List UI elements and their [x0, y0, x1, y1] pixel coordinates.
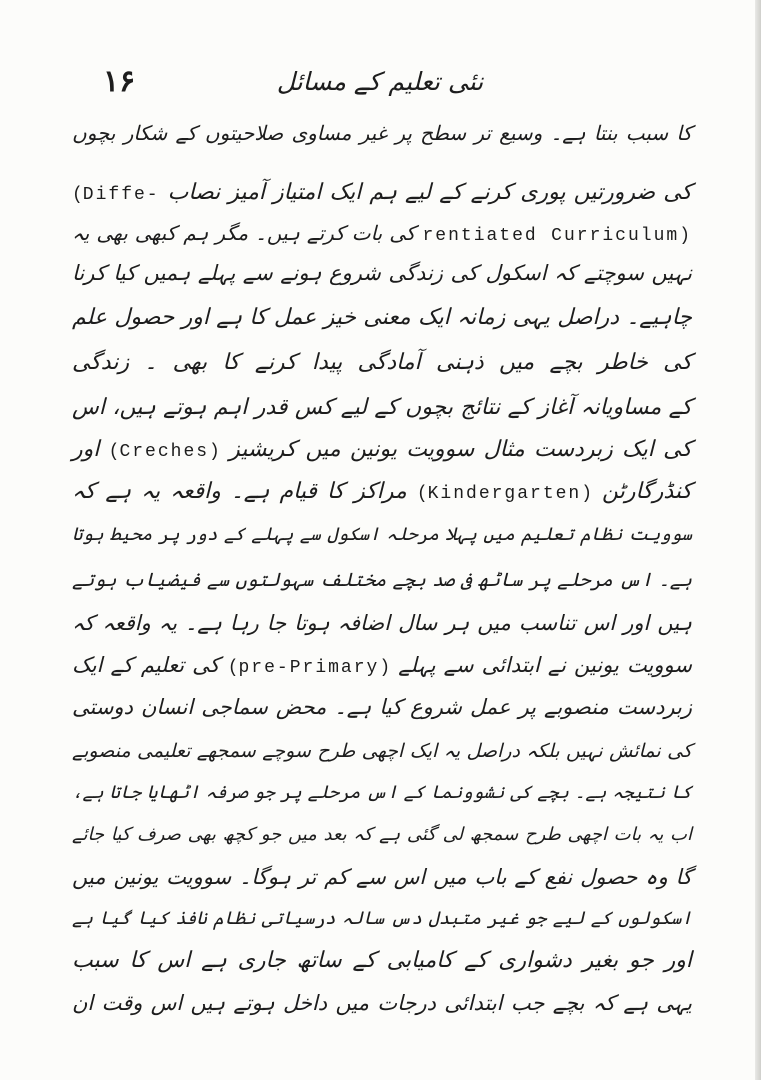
line-text: ہیں اور اس تناسب میں ہر سال اضافہ ہوتا جا رہا ہے۔ یہ واقعہ کہ — [72, 611, 692, 635]
line-text: اور — [72, 437, 100, 462]
line-text: اب یہ بات اچھی طرح سمجھ لی گئی ہے کہ بعد میں جو کچھ بھی صرف کیا جائے — [72, 824, 692, 845]
line-text: اور جو بغیر دشواری کے کامیابی کے ساتھ جاری ہے اس کا سبب — [72, 948, 692, 973]
text-line — [72, 338, 692, 388]
latin-term-kindergarten: (Kindergarten) — [416, 484, 593, 504]
line-text: کی بات کرتے ہیں۔ مگر ہم کبھی بھی یہ — [72, 221, 416, 245]
line-text: کنڈرگارٹن — [602, 479, 693, 504]
text-line — [72, 293, 692, 343]
line-text: کی ایک زبردست مثال سوویت یونین میں کریشیز — [229, 437, 692, 462]
line-text: اسکولوں کے لیے جو غیر متبدل دس سالہ درسیاتی نظام نافذ کیا گیا ہے — [72, 908, 692, 929]
running-title: نئی تعلیم کے مسائل — [276, 67, 484, 96]
scan-edge-shadow — [755, 0, 761, 1080]
line-text: کی خاطر بچے میں ذہنی آمادگی پیدا کرنے کا بھی ۔ زندگی — [72, 350, 692, 375]
text-line — [72, 978, 692, 1028]
line-text: کا سبب بنتا ہے۔ وسیع تر سطح پر غیر مساوی صلاحیتوں کے شکار بچوں — [72, 121, 692, 145]
text-line — [72, 510, 692, 560]
text-line — [72, 682, 692, 732]
text-line — [72, 248, 692, 298]
line-text: کا نتیجہ ہے۔ بچے کی نشوونما کے اس مرحلے پر جو صرفہ اٹھایا جاتا ہے، — [72, 782, 692, 803]
line-text: ہے۔ اس مرحلے پر ساٹھ فی صد بچے مختلف سہولتوں سے فیضیاب ہوتے — [72, 569, 692, 591]
line-text: کے مساویانہ آغاز کے نتائج بچوں کے لیے کس قدر اہم ہوتے ہیں، اس — [72, 395, 692, 420]
latin-term-creches: (Creches) — [108, 442, 220, 462]
line-text: سوویت نظام تعلیم میں پہلا مرحلہ اسکول سے پہلے کے دور پر محیط ہوتا — [72, 524, 692, 545]
line-text: کی ضرورتیں پوری کرنے کے لیے ہم ایک امتیاز آمیز نصاب — [167, 180, 693, 205]
page-number: ۱۶ — [103, 64, 136, 99]
latin-term-differentiated-start: (Diffe- — [72, 185, 160, 205]
text-line — [72, 108, 692, 158]
line-text: گا وہ حصول نفع کے باب میں اس سے کم تر ہوگا۔ سوویت یونین میں — [72, 865, 692, 889]
line-text: سوویت یونین نے ابتدائی سے پہلے — [398, 653, 692, 677]
line-text: یہی ہے کہ بچے جب ابتدائی درجات میں داخل ہوتے ہیں اس وقت ان — [72, 991, 692, 1015]
line-text: مراکز کا قیام ہے۔ واقعہ یہ ہے کہ — [72, 479, 407, 504]
line-text: زبردست منصوبے پر عمل شروع کیا ہے۔ محض سماجی انسان دوستی — [72, 695, 692, 719]
latin-term-differentiated-end: rentiated Curriculum) — [422, 226, 692, 246]
line-text: کی نمائش نہیں بلکہ دراصل یہ ایک اچھی طرح سوچے سمجھے تعلیمی منصوبے — [72, 740, 692, 762]
latin-term-pre-primary: (pre-Primary) — [227, 658, 391, 678]
line-text: کی تعلیم کے ایک — [72, 653, 220, 677]
line-text: نہیں سوچتے کہ اسکول کی زندگی شروع ہونے سے پہلے ہمیں کیا کرنا — [72, 261, 692, 285]
line-text: چاہیے۔ دراصل یہی زمانہ ایک معنی خیز عمل کا ہے اور حصول علم — [72, 305, 692, 330]
